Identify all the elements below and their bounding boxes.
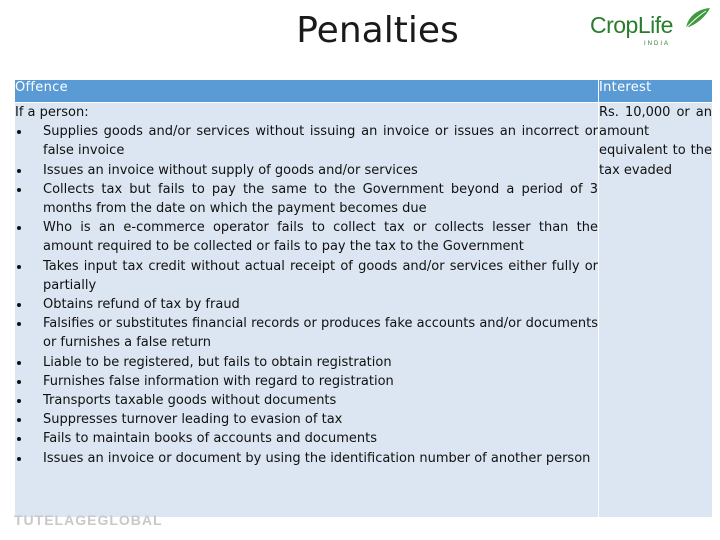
list-item: Transports taxable goods without documents [15,391,598,410]
list-item: Fails to maintain books of accounts and documents [15,429,598,448]
list-item: Suppresses turnover leading to evasion of tax [15,410,598,429]
header-interest: Interest [599,80,713,103]
interest-cell: Rs. 10,000 or an amount equivalent to the tax evaded [599,103,713,518]
logo-name: CropLife [590,12,673,38]
list-item: Furnishes false information with regard to registration [15,372,598,391]
list-item: Liable to be registered, but fails to obtain registration [15,353,598,372]
list-item: Issues an invoice or document by using the identification number of another person [15,449,598,468]
list-item: Obtains refund of tax by fraud [15,295,598,314]
list-item: Collects tax but fails to pay the same to the Government beyond a period of 3 months from the date on which the payment becomes due [15,180,598,218]
list-item: Issues an invoice without supply of goods and/or services [15,161,598,180]
offence-intro: If a person: [15,105,89,120]
bottom-strip [0,530,720,540]
table-header-row [15,80,713,103]
watermark: TUTELAGEGLOBAL [14,512,163,528]
leaf-icon [682,6,712,32]
logo-subtitle: INDIA [644,41,671,47]
offence-list [15,122,598,468]
list-item: Who is an e-commerce operator fails to collect tax or collects lesser than the amount required to be collected or fails to pay the tax to the Government [15,218,598,256]
offence-cell [15,103,599,518]
header-offence: Offence [15,80,599,103]
list-item: Falsifies or substitutes financial records or produces fake accounts and/or documents or furnishes a false return [15,314,598,352]
penalties-table [14,79,713,518]
list-item: Supplies goods and/or services without issuing an invoice or issues an incorrect or false invoice [15,122,598,160]
slide-title: Penalties [296,10,459,51]
list-item: Takes input tax credit without actual receipt of goods and/or services either fully or partially [15,257,598,295]
table-row [15,103,713,518]
croplife-logo [586,8,714,54]
